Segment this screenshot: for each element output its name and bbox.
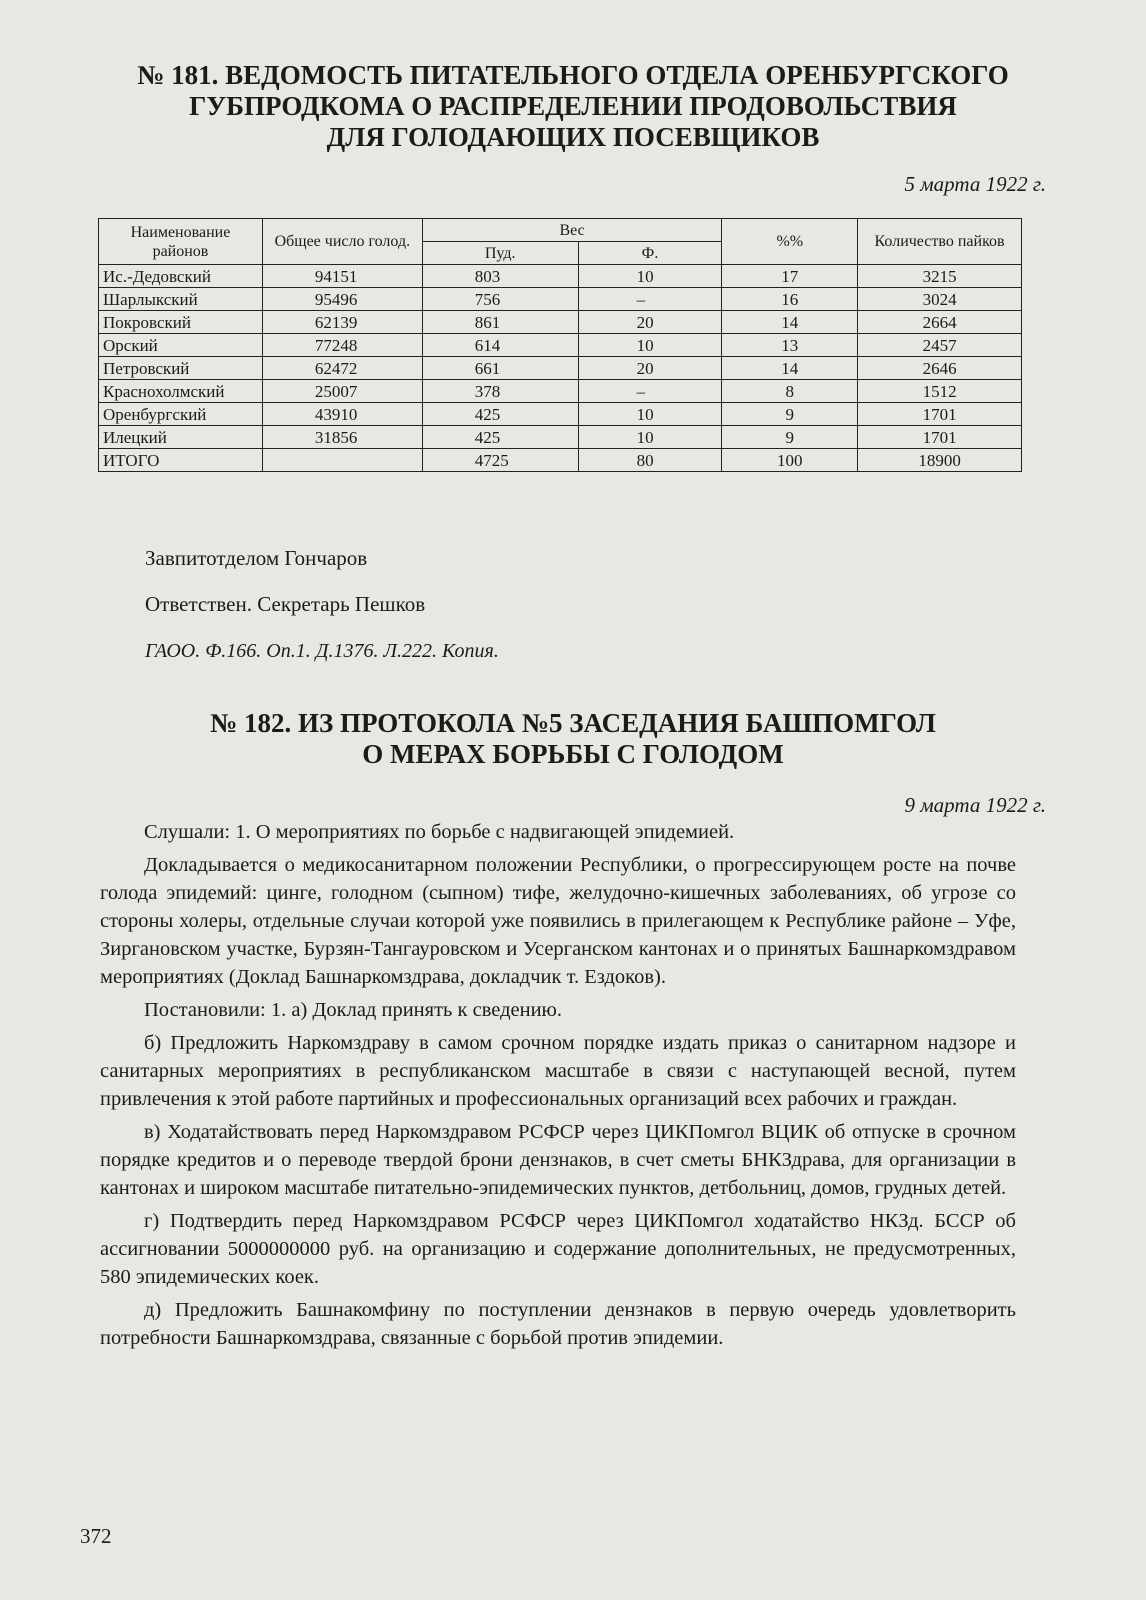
total-hungry-cell: 95496 <box>262 288 422 311</box>
rations-cell: 18900 <box>858 449 1022 472</box>
funt-cell: 10 <box>578 265 722 288</box>
percent-cell: 16 <box>722 288 858 311</box>
title-line: О МЕРАХ БОРЬБЫ С ГОЛОДОМ <box>362 739 784 769</box>
pud-cell: 861 <box>422 311 578 334</box>
funt-cell: – <box>578 288 722 311</box>
total-hungry-cell: 31856 <box>262 426 422 449</box>
archive-reference: ГАОО. Ф.166. Оп.1. Д.1376. Л.222. Копия. <box>145 640 499 662</box>
table-row <box>99 334 1022 357</box>
rations-cell: 1701 <box>858 426 1022 449</box>
percent-cell: 13 <box>722 334 858 357</box>
header-rations: Количество пайков <box>858 219 1022 265</box>
table-total-row <box>99 449 1022 472</box>
district-cell: ИТОГО <box>99 449 263 472</box>
rations-cell: 3024 <box>858 288 1022 311</box>
percent-cell: 9 <box>722 426 858 449</box>
pud-cell: 614 <box>422 334 578 357</box>
document-182-date: 9 марта 1922 г. <box>904 793 1046 817</box>
district-cell: Шарлыкский <box>99 288 263 311</box>
percent-cell: 17 <box>722 265 858 288</box>
food-distribution-table <box>98 218 1022 472</box>
paragraph: Постановили: 1. а) Доклад принять к сведению. <box>144 999 562 1021</box>
funt-cell: 10 <box>578 403 722 426</box>
percent-cell: 9 <box>722 403 858 426</box>
total-hungry-cell: 62472 <box>262 357 422 380</box>
district-cell: Оренбургский <box>99 403 263 426</box>
rations-cell: 2664 <box>858 311 1022 334</box>
rations-cell: 1701 <box>858 403 1022 426</box>
table-row <box>99 426 1022 449</box>
pud-cell: 425 <box>422 426 578 449</box>
paragraph: г) Подтвердить перед Наркомздравом РСФСР через ЦИКПомгол ходатайство НКЗд. БССР об ассигновании 5000000000 руб. на организацию и содержание дополнительных, не предусмотренных, 580 эпидемических коек. <box>100 1210 1016 1288</box>
total-hungry-cell: 62139 <box>262 311 422 334</box>
paragraph: д) Предложить Башнакомфину по поступлении дензнаков в первую очередь удовлетворить потребности Башнаркомздрава, связанные с борьбой против эпидемии. <box>100 1299 1016 1349</box>
district-cell: Петровский <box>99 357 263 380</box>
header-total-hungry: Общее число голод. <box>262 219 422 265</box>
paragraph: в) Ходатайствовать перед Наркомздравом РСФСР через ЦИКПомгол ВЦИК об отпуске в срочном порядке кредитов и о переводе твердой брони дензнаков, в счет сметы БНКЗдрава, для организации в кантонах и широком масштабе питательно-эпидемических пунктов, детбольниц, домов, грудных детей. <box>100 1121 1016 1199</box>
total-hungry-cell: 25007 <box>262 380 422 403</box>
title-line: № 181. ВЕДОМОСТЬ ПИТАТЕЛЬНОГО ОТДЕЛА ОРЕНБУРГСКОГО <box>137 60 1009 90</box>
header-pud: Пуд. <box>422 242 578 265</box>
percent-cell: 8 <box>722 380 858 403</box>
title-line: ГУБПРОДКОМА О РАСПРЕДЕЛЕНИИ ПРОДОВОЛЬСТВИЯ <box>189 91 957 121</box>
funt-cell: 10 <box>578 426 722 449</box>
paragraph: Слушали: 1. О мероприятиях по борьбе с надвигающей эпидемией. <box>144 821 735 843</box>
funt-cell: 10 <box>578 334 722 357</box>
pud-cell: 425 <box>422 403 578 426</box>
paragraph: Докладывается о медикосанитарном положении Республики, о прогрессирующем росте на почве голода эпидемий: цинге, голодном (сыпном) тифе, желудочно-кишечных заболеваниях, об угрозе со стороны холеры, отдельные случаи которой уже появились в прилегающем к Республике районе – Уфе, Зиргановском участке, Бурзян-Тангауровском и Усерганском кантонах и о принятых Башнаркомздравом мероприятиях (Доклад Башнаркомздрава, докладчик т. Ездоков). <box>100 854 1016 988</box>
document-182-title <box>100 708 1046 770</box>
paragraph: б) Предложить Наркомздраву в самом срочном порядке издать приказ о санитарном надзоре и санитарных мероприятиях в республиканском масштабе в связи с наступающей весной, путем привлечения к этой работе партийных и профессиональных организаций всех рабочих и граждан. <box>100 1032 1016 1110</box>
total-hungry-cell: 77248 <box>262 334 422 357</box>
funt-cell: – <box>578 380 722 403</box>
district-cell: Покровский <box>99 311 263 334</box>
document-181-date: 5 марта 1922 г. <box>904 172 1046 196</box>
rations-cell: 1512 <box>858 380 1022 403</box>
document-181-title <box>100 60 1046 153</box>
total-hungry-cell: 94151 <box>262 265 422 288</box>
page-number: 372 <box>80 1524 112 1548</box>
funt-cell: 20 <box>578 311 722 334</box>
district-cell: Орский <box>99 334 263 357</box>
total-hungry-cell <box>262 449 422 472</box>
title-line: № 182. ИЗ ПРОТОКОЛА №5 ЗАСЕДАНИЯ БАШПОМГОЛ <box>210 708 936 738</box>
rations-cell: 2646 <box>858 357 1022 380</box>
rations-cell: 3215 <box>858 265 1022 288</box>
rations-cell: 2457 <box>858 334 1022 357</box>
header-weight: Вес <box>422 219 722 242</box>
table-row <box>99 403 1022 426</box>
table-row <box>99 357 1022 380</box>
pud-cell: 803 <box>422 265 578 288</box>
percent-cell: 100 <box>722 449 858 472</box>
table-row <box>99 288 1022 311</box>
pud-cell: 378 <box>422 380 578 403</box>
percent-cell: 14 <box>722 311 858 334</box>
district-cell: Краснохолмский <box>99 380 263 403</box>
signature-head: Завпитотделом Гончаров <box>145 546 368 570</box>
pud-cell: 4725 <box>422 449 578 472</box>
funt-cell: 20 <box>578 357 722 380</box>
pud-cell: 661 <box>422 357 578 380</box>
total-hungry-cell: 43910 <box>262 403 422 426</box>
table-row <box>99 380 1022 403</box>
percent-cell: 14 <box>722 357 858 380</box>
table-row <box>99 265 1022 288</box>
header-district: Наименование районов <box>99 219 263 265</box>
district-cell: Ис.-Дедовский <box>99 265 263 288</box>
header-funt: Ф. <box>578 242 722 265</box>
funt-cell: 80 <box>578 449 722 472</box>
signature-secretary: Ответствен. Секретарь Пешков <box>145 592 426 616</box>
district-cell: Илецкий <box>99 426 263 449</box>
table-row <box>99 311 1022 334</box>
table-header-row <box>99 219 1022 242</box>
title-line: ДЛЯ ГОЛОДАЮЩИХ ПОСЕВЩИКОВ <box>326 122 820 152</box>
header-percent: %% <box>722 219 858 265</box>
pud-cell: 756 <box>422 288 578 311</box>
protocol-text <box>100 818 1016 1357</box>
